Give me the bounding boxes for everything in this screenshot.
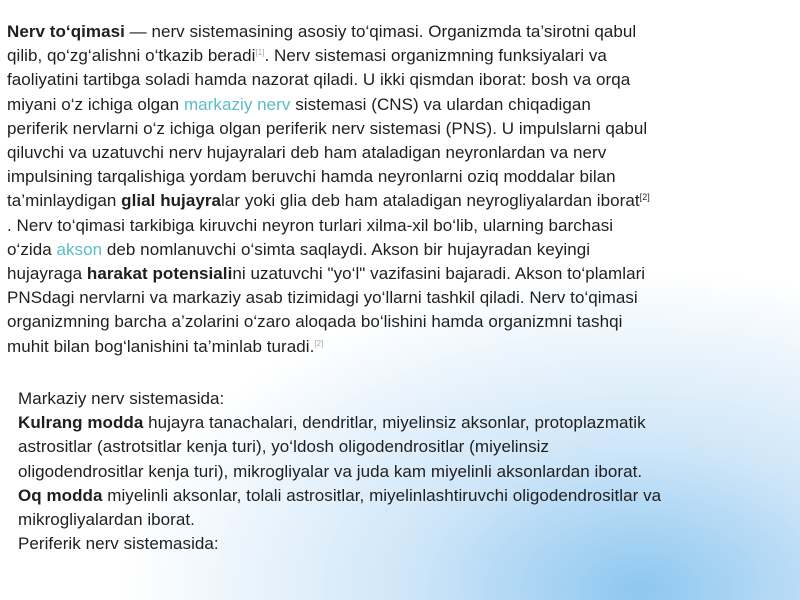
term-glial-hujayra: glial hujayra	[121, 191, 222, 211]
reference-link-2[interactable]: [2]	[639, 192, 650, 203]
text-line: oligodendrositlar kenja turi), mikrogliyalar va juda kam miyelinli aksonlardan iborat.	[18, 461, 643, 481]
nerve-tissue-paragraph	[7, 20, 797, 359]
term-harakat-potensiali: harakat potensiali	[86, 264, 233, 284]
term-oq-modda: Oq modda	[18, 485, 103, 505]
text-line: mikrogliyalardan iborat.	[18, 510, 195, 530]
text-line: Periferik nerv sistemasida:	[18, 534, 219, 554]
text-line: qilib, qo‘zg‘alishni o‘tkazib beradi[1]. Nerv sistemasi organizmning funksiyalari va	[7, 46, 607, 66]
text-line: miyani o‘z ichiga olgan markaziy nerv sistemasi (CNS) va ulardan chiqadigan	[7, 94, 591, 114]
text-line: faoliyatini tartibga soladi hamda nazorat qiladi. U ikki qismdan iborat: bosh va orqa	[7, 70, 631, 90]
text-line: ta’minlaydigan glial hujayralar yoki glia deb ham ataladigan neyrogliyalardan iborat[2]	[7, 191, 650, 211]
link-akson[interactable]: akson	[56, 239, 103, 259]
text-line: PNSdagi nervlarni va markaziy asab tizimidagi yo‘llarni tashkil qiladi. Nerv to‘qimasi	[7, 288, 638, 308]
text-line: o‘zida akson deb nomlanuvchi o‘simta saqlaydi. Akson bir hujayradan keyingi	[7, 239, 591, 259]
text-line: impulsining tarqalishiga yordam beruvchi hamda neyronlarni oziq moddalar bilan	[7, 167, 616, 187]
text-line: qiluvchi va uzatuvchi nerv hujayralari deb ham ataladigan neyronlardan va nerv	[7, 143, 607, 163]
text-line: Markaziy nerv sistemasida:	[18, 389, 225, 408]
text-line: periferik nervlarni o‘z ichiga olgan periferik nerv sistemasi (PNS). U impulslarni qabul	[7, 118, 648, 138]
text-line: organizmning barcha a’zolarini o‘zaro aloqada bo‘lishini hamda organizmni tashqi	[7, 312, 623, 332]
cns-pns-composition-paragraph	[18, 387, 793, 556]
reference-link-2b[interactable]: [2]	[314, 338, 324, 348]
term-kulrang-modda: Kulrang modda	[18, 413, 144, 433]
text-line: Kulrang modda hujayra tanachalari, dendritlar, miyelinsiz aksonlar, protoplazmatik	[18, 413, 646, 433]
text-line: astrositlar (astrotsitlar kenja turi), yo‘ldosh oligodendrositlar (miyelinsiz	[18, 437, 550, 457]
term-nerv-toqimasi: Nerv to‘qimasi	[7, 22, 125, 41]
text-line: muhit bilan bog‘lanishini ta’minlab turadi.[2]	[7, 336, 324, 356]
text-line: Nerv to‘qimasi — nerv sistemasining asosiy to‘qimasi. Organizmda ta’sirotni qabul	[7, 22, 637, 41]
reference-link-1[interactable]: [1]	[255, 48, 265, 58]
text-line: Oq modda miyelinli aksonlar, tolali astrositlar, miyelinlashtiruvchi oligodendrositlar va	[18, 485, 662, 505]
text-line: hujayraga harakat potensialini uzatuvchi "yo‘l" vazifasini bajaradi. Akson to‘plamlari	[7, 264, 646, 284]
text-line: . Nerv to‘qimasi tarkibiga kiruvchi neyron turlari xilma-xil bo‘lib, ularning barchasi	[7, 215, 614, 235]
link-markaziy-nerv[interactable]: markaziy nerv	[183, 94, 291, 114]
